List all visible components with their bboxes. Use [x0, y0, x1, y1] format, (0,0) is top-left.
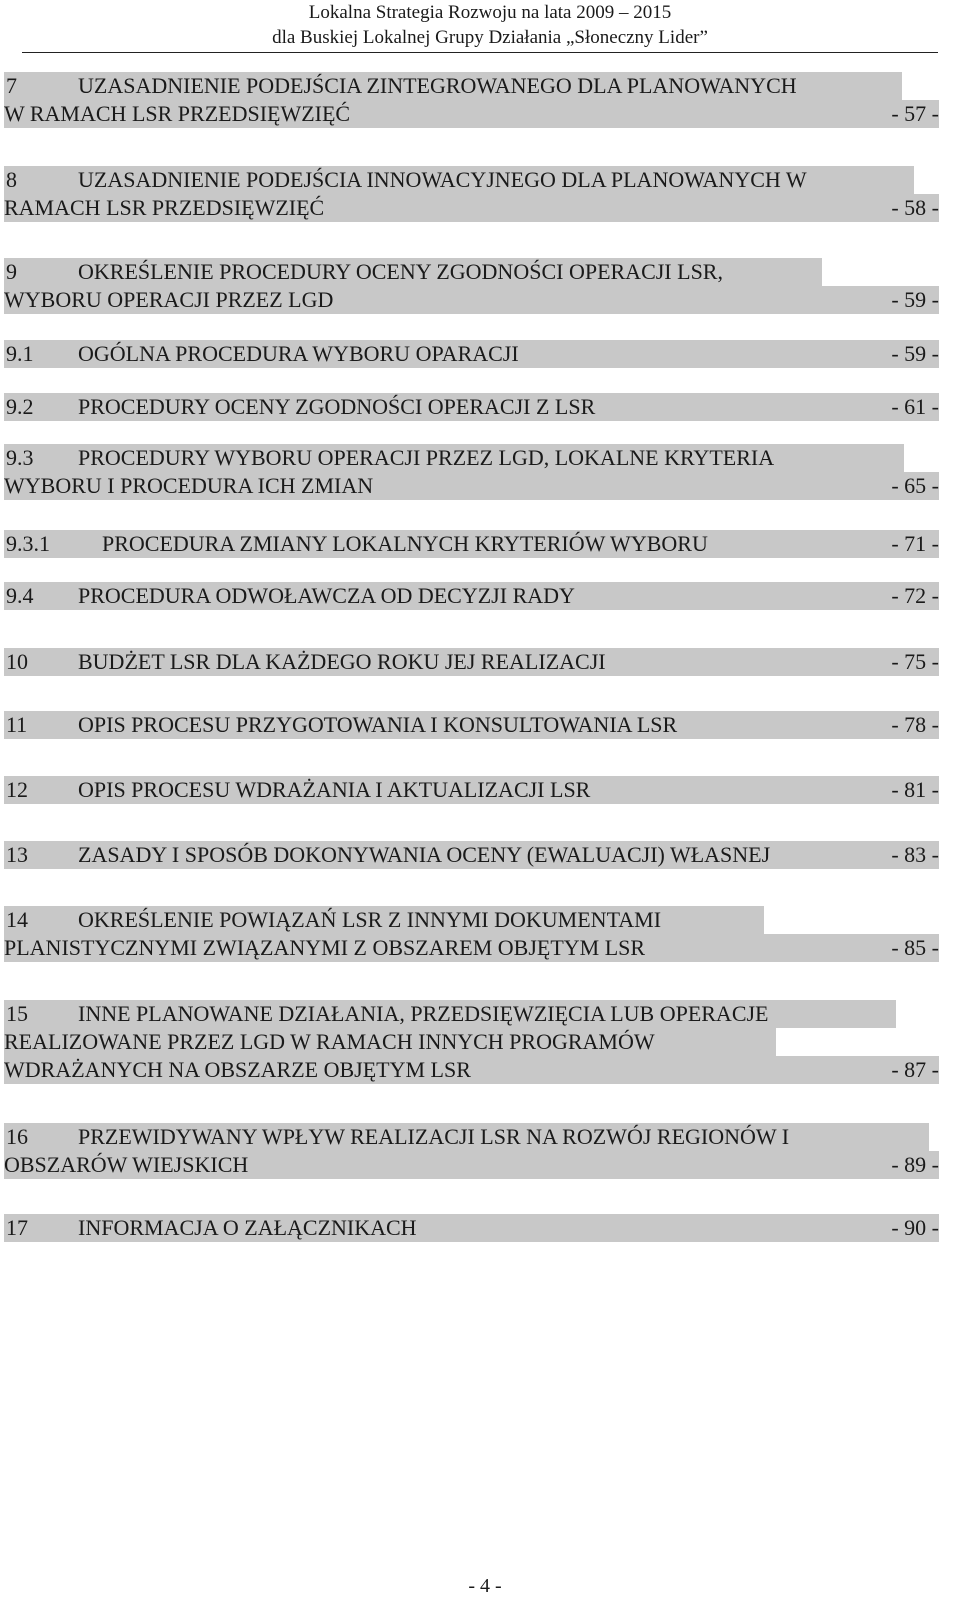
toc-entry-number: 13 — [6, 842, 28, 867]
toc-entry[interactable] — [4, 1214, 939, 1242]
toc-entry-page: - 58 - — [891, 195, 939, 220]
toc-entry[interactable] — [4, 72, 939, 128]
toc-entry-title: PROCEDURY OCENY ZGODNOŚCI OPERACJI Z LSR — [78, 394, 596, 419]
toc-entry-line — [4, 166, 939, 194]
toc-entry-title: ZASADY I SPOSÓB DOKONYWANIA OCENY (EWALUACJI) WŁASNEJ — [78, 842, 771, 867]
toc-entry-line — [4, 1214, 939, 1242]
toc-entry-number: 9 — [6, 259, 17, 284]
shading-gap — [902, 72, 939, 100]
toc-entry-number: 9.3.1 — [6, 531, 50, 556]
toc-entry-title: OPIS PROCESU WDRAŻANIA I AKTUALIZACJI LSR — [78, 777, 591, 802]
toc-entry-title: WYBORU OPERACJI PRZEZ LGD — [4, 287, 334, 312]
toc-entry-number: 17 — [6, 1215, 28, 1240]
toc-entry-page: - 89 - — [891, 1152, 939, 1177]
shading-gap — [904, 444, 939, 472]
header-title: Lokalna Strategia Rozwoju na lata 2009 – 2015 — [308, 2, 672, 23]
toc-entry-line — [4, 934, 939, 962]
toc-entry-page: - 57 - — [891, 101, 939, 126]
toc-entry-line — [4, 1123, 939, 1151]
toc-entry-line — [4, 906, 939, 934]
toc-entry-number: 12 — [6, 777, 28, 802]
toc-entry-number: 9.2 — [6, 394, 34, 419]
toc-entry-line — [4, 648, 939, 676]
toc-entry-line — [4, 100, 939, 128]
toc-entry[interactable] — [4, 1123, 939, 1179]
toc-entry-line — [4, 393, 939, 421]
toc-entry-number: 14 — [6, 907, 28, 932]
toc-entry-number: 7 — [6, 73, 17, 98]
toc-entry-number: 9.3 — [6, 445, 34, 470]
toc-entry-page: - 71 - — [891, 531, 939, 556]
toc-entry-title: OPIS PROCESU PRZYGOTOWANIA I KONSULTOWANIA LSR — [78, 712, 678, 737]
toc-entry-line — [4, 530, 939, 558]
toc-entry[interactable] — [4, 906, 939, 962]
toc-entry-line — [4, 472, 939, 500]
toc-entry-page: - 61 - — [891, 394, 939, 419]
toc-entry-title: REALIZOWANE PRZEZ LGD W RAMACH INNYCH PROGRAMÓW — [4, 1029, 655, 1054]
toc-entry-page: - 65 - — [891, 473, 939, 498]
toc-entry-page: - 85 - — [891, 935, 939, 960]
toc-entry-title: W RAMACH LSR PRZEDSIĘWZIĘĆ — [4, 101, 351, 126]
toc-entry-page: - 59 - — [891, 287, 939, 312]
toc-entry-page: - 87 - — [891, 1057, 939, 1082]
toc-entry-title: PRZEWIDYWANY WPŁYW REALIZACJI LSR NA ROZWÓJ REGIONÓW I — [78, 1124, 790, 1149]
toc-entry-page: - 90 - — [891, 1215, 939, 1240]
toc-entry-title: UZASADNIENIE PODEJŚCIA ZINTEGROWANEGO DLA PLANOWANYCH — [78, 73, 797, 98]
toc-entry-line — [4, 1056, 939, 1084]
header-subtitle: dla Buskiej Lokalnej Grupy Działania „Słoneczny Lider” — [272, 27, 708, 48]
toc-entry[interactable] — [4, 530, 939, 558]
toc-entry-number: 11 — [6, 712, 28, 737]
toc-entry-line — [4, 1000, 939, 1028]
shading-gap — [896, 1000, 939, 1028]
toc-entry-title: OBSZARÓW WIEJSKICH — [4, 1152, 249, 1177]
toc-entry-line — [4, 841, 939, 869]
toc-entry-line — [4, 286, 939, 314]
toc-entry-line — [4, 340, 939, 368]
toc-entry-title: WDRAŻANYCH NA OBSZARZE OBJĘTYM LSR — [4, 1057, 471, 1082]
toc-entry-title: INFORMACJA O ZAŁĄCZNIKACH — [78, 1215, 417, 1240]
header-rule — [22, 52, 938, 53]
toc-entry[interactable] — [4, 711, 939, 739]
toc-entry-title: PLANISTYCZNYMI ZWIĄZANYMI Z OBSZAREM OBJĘTYM LSR — [4, 935, 646, 960]
toc-entry-line — [4, 776, 939, 804]
toc-entry-number: 9.1 — [6, 341, 34, 366]
shading-gap — [929, 1123, 939, 1151]
toc-entry[interactable] — [4, 648, 939, 676]
toc-entry-title: PROCEDURY WYBORU OPERACJI PRZEZ LGD, LOKALNE KRYTERIA — [78, 445, 775, 470]
toc-entry-page: - 59 - — [891, 341, 939, 366]
shading-gap — [764, 906, 939, 934]
toc-entry-title: OGÓLNA PROCEDURA WYBORU OPARACJI — [78, 341, 519, 366]
toc-entry-number: 15 — [6, 1001, 28, 1026]
shading-gap — [822, 258, 939, 286]
shading-gap — [914, 166, 939, 194]
toc-entry[interactable] — [4, 393, 939, 421]
toc-entry-line — [4, 72, 939, 100]
toc-entry-title: INNE PLANOWANE DZIAŁANIA, PRZEDSIĘWZIĘCIA LUB OPERACJE — [78, 1001, 769, 1026]
toc-entry[interactable] — [4, 340, 939, 368]
toc-entry-page: - 83 - — [891, 842, 939, 867]
toc-entry-page: - 81 - — [891, 777, 939, 802]
toc-entry-page: - 75 - — [891, 649, 939, 674]
toc-entry-page: - 78 - — [891, 712, 939, 737]
toc-entry-line — [4, 582, 939, 610]
toc-entry-line — [4, 444, 939, 472]
toc-entry-number: 10 — [6, 649, 28, 674]
toc-entry-page: - 72 - — [891, 583, 939, 608]
toc-entry[interactable] — [4, 166, 939, 222]
toc-entry-title: OKREŚLENIE PROCEDURY OCENY ZGODNOŚCI OPERACJI LSR, — [78, 259, 723, 284]
toc-entry-line — [4, 711, 939, 739]
toc-entry-title: UZASADNIENIE PODEJŚCIA INNOWACYJNEGO DLA PLANOWANYCH W — [78, 167, 807, 192]
toc-entry[interactable] — [4, 776, 939, 804]
toc-entry-title: OKREŚLENIE POWIĄZAŃ LSR Z INNYMI DOKUMENTAMI — [78, 907, 662, 932]
toc-entry[interactable] — [4, 1000, 939, 1084]
toc-entry[interactable] — [4, 444, 939, 500]
toc-entry-number: 9.4 — [6, 583, 34, 608]
page-number: - 4 - — [468, 1575, 502, 1597]
toc-entry-number: 8 — [6, 167, 17, 192]
toc-entry-line — [4, 194, 939, 222]
toc-entry-line — [4, 1151, 939, 1179]
toc-entry[interactable] — [4, 841, 939, 869]
toc-entry[interactable] — [4, 582, 939, 610]
shading-gap — [776, 1028, 939, 1056]
toc-entry-title: PROCEDURA ZMIANY LOKALNYCH KRYTERIÓW WYBORU — [102, 531, 708, 556]
toc-entry-line — [4, 1028, 939, 1056]
toc-entry-number: 16 — [6, 1124, 28, 1149]
toc-entry-line — [4, 258, 939, 286]
toc-entry-title: WYBORU I PROCEDURA ICH ZMIAN — [4, 473, 374, 498]
toc-entry-title: BUDŻET LSR DLA KAŻDEGO ROKU JEJ REALIZACJI — [78, 649, 606, 674]
toc-entry-title: RAMACH LSR PRZEDSIĘWZIĘĆ — [4, 195, 325, 220]
toc-entry[interactable] — [4, 258, 939, 314]
toc-entry-title: PROCEDURA ODWOŁAWCZA OD DECYZJI RADY — [78, 583, 575, 608]
